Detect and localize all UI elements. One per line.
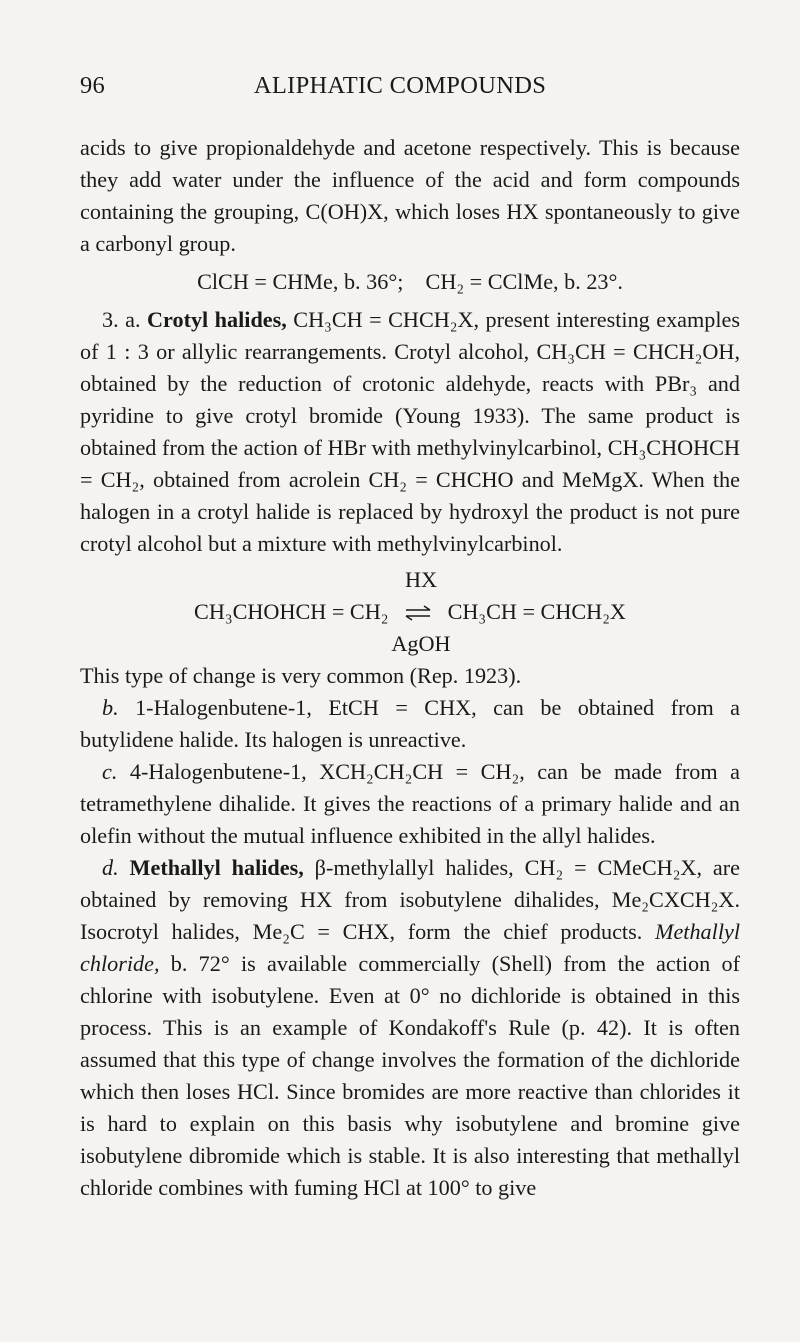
- equation-line: [80, 596, 740, 630]
- methallyl-heading: Methallyl halides,: [118, 855, 304, 880]
- running-title: ALIPHATIC COMPOUNDS: [253, 72, 547, 99]
- label-d: d.: [102, 855, 119, 880]
- page-body: [80, 132, 740, 1204]
- reagent-top: HX: [404, 567, 438, 592]
- section-label: 3. a.: [102, 307, 141, 332]
- paragraph-d-text-b: b. 72° is available commercially (Shell) from the action of chlorine with isobutylene. Even at 0° no dichloride is obtained in this process. This is an example of Kondakoff's Rule (p. 42). It is often assumed that this type of change involves the formation of the dichloride which then loses HCl. Since bromides are more reactive than chlorides it is hard to explain on this basis why isobutylene and bromine give isobutylene dibromide which is stable. It is also interesting that methallyl chloride combines with fuming HCl at 100° to give: [80, 951, 740, 1200]
- crotyl-text: CH₃CH = CHCH₂X, present interesting examples of 1 : 3 or allylic rearrangements. Crotyl alcohol, CH₃CH = CHCH₂OH, obtained by the reduction of crotonic aldehyde, reacts with PBr₃ and pyridine to give crotyl bromide (Young 1933). The same product is obtained from the action of HBr with methylvinylcarbinol, CH₃CHOHCH = CH₂, obtained from acrolein CH₂ = CHCHO and MeMgX. When the halogen in a crotyl halide is replaced by hydroxyl the product is not pure crotyl alcohol but a mixture with methylvinylcarbinol.: [80, 307, 741, 556]
- equation-left: CH₃CHOHCH = CH₂: [194, 599, 389, 624]
- page-header: [80, 72, 720, 112]
- equation-chlorides: ClCH = CHMe, b. 36°; CH₂ = CClMe, b. 23°.: [197, 269, 623, 294]
- label-b: b.: [102, 695, 119, 720]
- equilibrium-arrows-icon: [404, 598, 432, 630]
- label-c: c.: [102, 759, 118, 784]
- paragraph-b-text: 1-Halogenbutene-1, EtCH = CHX, can be obtained from a butylidene halide. Its halogen is unreactive.: [80, 695, 740, 752]
- equation-right: CH₃CH = CHCH₂X: [447, 599, 626, 624]
- methallyl-chloride-term: Methallyl chloride,: [80, 919, 740, 976]
- reagent-bottom: AgOH: [391, 631, 451, 656]
- paragraph-crotyl: [80, 304, 740, 560]
- crotyl-heading: Crotyl halides,: [147, 307, 287, 332]
- paragraph-c-text: 4-Halogenbutene-1, XCH₂CH₂CH = CH₂, can be made from a tetramethylene dihalide. It gives the reactions of a primary halide and an olefin without the mutual influence exhibited in the allyl halides.: [80, 759, 740, 848]
- paragraph-c: [80, 756, 740, 852]
- paragraph-d-text-a: β-methylallyl halides, CH₂ = CMeCH₂X, are obtained by removing HX from isobutylene dihalides, Me₂CXCH₂X. Isocrotyl halides, Me₂C = CHX, form the chief products.: [80, 855, 740, 944]
- paragraph-b: [80, 692, 740, 756]
- page-number: 96: [80, 72, 106, 99]
- paragraph-common: This type of change is very common (Rep. 1923).: [80, 663, 522, 688]
- rearrangement-equation: [80, 564, 740, 660]
- paragraph-intro: acids to give propionaldehyde and acetone respectively. This is because they add water under the influence of the acid and form compounds containing the grouping, C(OH)X, which loses HX spontaneously to give a carbonyl group.: [80, 135, 740, 256]
- paragraph-d: [80, 852, 740, 1204]
